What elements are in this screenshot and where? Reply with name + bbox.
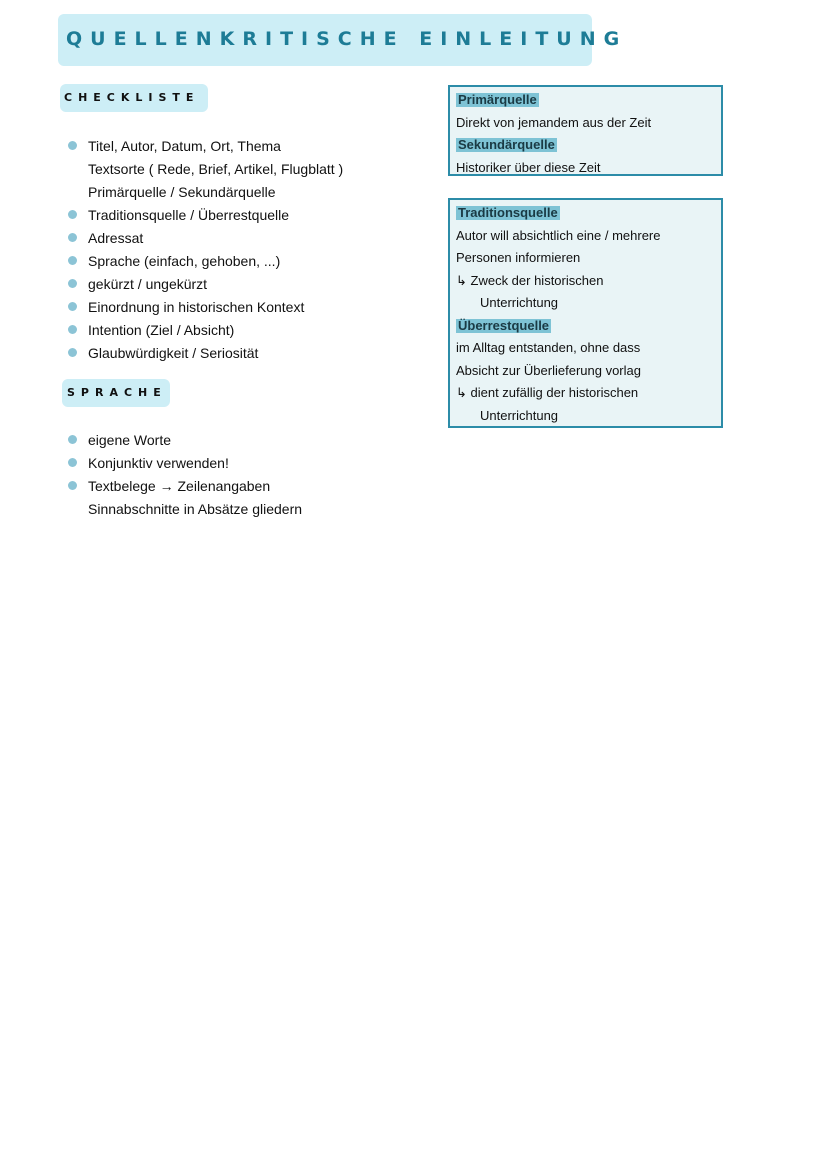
list-item: Sinnabschnitte in Absätze gliedern (88, 501, 303, 517)
list-item: Sprache (einfach, gehoben, ...) (68, 250, 343, 273)
page-title: QUELLENKRITISCHE EINLEITUNG (66, 28, 628, 50)
traditionsquelle-label: Traditionsquelle (458, 205, 558, 220)
list-item: Textbelege → Zeilenangaben (68, 475, 302, 498)
list-item: Glaubwürdigkeit / Seriosität (68, 342, 343, 365)
primaerquelle-label: Primärquelle (458, 92, 537, 107)
sekundaerquelle-label: Sekundärquelle (458, 137, 555, 152)
sekundaerquelle-text: Historiker über diese Zeit (456, 159, 601, 175)
list-item: Einordnung in historischen Kontext (68, 296, 343, 319)
primaerquelle-text: Direkt von jemandem aus der Zeit (456, 114, 652, 130)
list-item: gekürzt / ungekürzt (68, 273, 343, 296)
list-item: Textsorte ( Rede, Brief, Artikel, Flugblatt ) (88, 161, 344, 177)
checklist (68, 135, 343, 365)
primary-secondary-box (448, 85, 723, 176)
list-item: Primärquelle / Sekundärquelle (88, 184, 276, 200)
list-item: Adressat (68, 227, 343, 250)
box2-line: Absicht zur Überlieferung vorlag (456, 362, 641, 378)
box2-line: Autor will absichtlich eine / mehrere (456, 227, 661, 243)
list-item: Intention (Ziel / Absicht) (68, 319, 343, 342)
box2-line: Unterrichtung (480, 407, 559, 423)
checkliste-heading: CHECKLISTE (64, 91, 200, 104)
list-item: Konjunktiv verwenden! (68, 452, 302, 475)
list-item: Titel, Autor, Datum, Ort, Thema (68, 135, 343, 158)
tradition-relic-box (448, 198, 723, 428)
list-item: eigene Worte (68, 429, 302, 452)
list-item: Traditionsquelle / Überrestquelle (68, 204, 343, 227)
ueberrestquelle-label: Überrestquelle (458, 317, 550, 333)
box2-line: im Alltag entstanden, ohne dass (456, 340, 641, 355)
sprache-heading: SPRACHE (67, 386, 167, 399)
box2-line: Unterrichtung (480, 295, 559, 310)
box2-line: ↳ dient zufällig der historischen (456, 385, 639, 400)
sprache-list (68, 429, 302, 521)
box2-line: Personen informieren (456, 250, 581, 265)
box2-line: ↳ Zweck der historischen (456, 272, 604, 288)
